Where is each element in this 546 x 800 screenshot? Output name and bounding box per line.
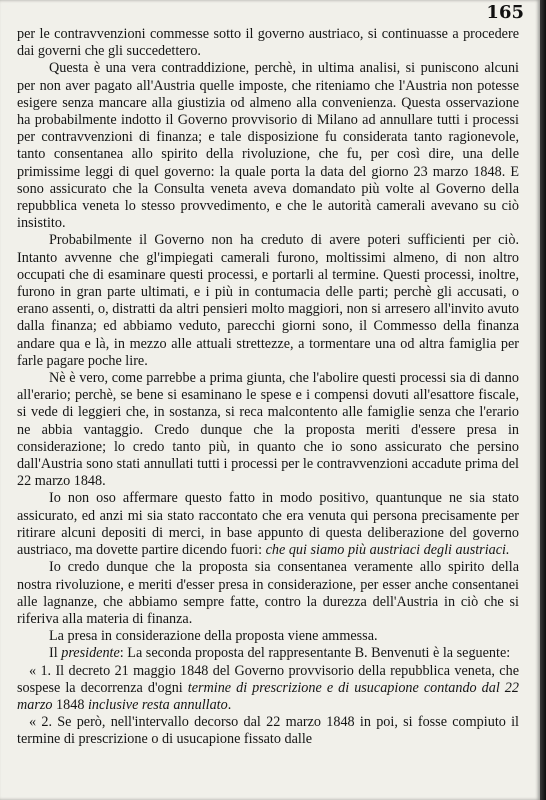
text-run: La presa in considerazione della proposta viene ammessa. — [49, 628, 378, 645]
text-run: Io non oso affermare questo fatto in modo positivo, quantunque ne sia stato assicurato, ed anzi mi sia stato raccontato che era venuta qui persona precisamente per ritirare alcuni depositi di merci, in base appunto di questa deliberazione del governo austriaco, ma dovette partire dicendo fuori: — [17, 490, 519, 559]
italic-text: presidente — [61, 645, 120, 662]
text-run: : La seconda proposta del rappresentante B. Benvenuti è la seguente: — [119, 645, 511, 662]
paragraph-p7 — [17, 628, 519, 645]
text-run: Io credo dunque che la proposta sia consentanea veramente allo spirito della nostra rivoluzione, e meriti d'esser presa in considerazione, per esser anche consentanei alle lagnanze, che abbiamo sempre fatte, contro la durezza dell'Austria in ciò che si riferiva alla materia di finanza. — [17, 559, 519, 627]
page-edge-shadow — [540, 0, 546, 800]
paragraph-p6 — [17, 559, 519, 628]
paragraph-p1 — [17, 26, 519, 60]
body-text — [17, 26, 519, 749]
italic-text: termine di prescrizione e di usucapione contando dal 22 marzo — [17, 679, 519, 713]
text-run: Il — [49, 645, 62, 662]
paragraph-p4 — [17, 370, 519, 490]
italic-text: inclusive resta annullato — [87, 696, 228, 713]
paragraph-p9 — [17, 663, 519, 715]
paragraph-p3 — [17, 232, 519, 370]
text-run: Nè è vero, come parrebbe a prima giunta, che l'abolire questi processi sia di danno all'erario; perchè, se bene si esaminano le spese e i compensi dovuti all'esattore fiscale, si vede di leggieri che, in sostanza, si reca malcontento alle famiglie senza che l'erario ne abbia vantaggio. Credo dunque che la proposta meriti d'essere presa in considerazione; lo credo tanto più, in quanto che io sono assicurato che persino dall'Austria sono stati annullati tutti i processi per le contravvenzioni accadute prima del 22 marzo 1848. — [17, 370, 519, 490]
paragraph-p2 — [17, 60, 519, 232]
text-run: Probabilmente il Governo non ha creduto di avere poteri sufficienti per ciò. Intanto avvenne che gl'impiegati camerali furono, moltissimi almeno, di non altro occupati che di esaminare questi processi, e portarli al termine. Questi processi, inoltre, furono in gran parte ultimati, e i più in contumacia delle parti; perchè gli accusati, o erano assenti, o, distratti da altri pensieri molto maggiori, non si arresero all'invito avuto dalla finanza; ed abbiamo veduto, parecchi giorni sono, il Commesso della finanza andare qua e là, in mezzo alle attuali strettezze, a tormentare una od altra famiglia per farle pagare poche lire. — [17, 232, 519, 369]
italic-text: che qui siamo più austriaci degli austriaci. — [265, 542, 510, 559]
text-run: 1848 — [52, 696, 88, 713]
paragraph-p10 — [17, 714, 519, 748]
paragraph-p8 — [17, 645, 519, 662]
text-run: Questa è una vera contraddizione, perchè, in ultima analisi, si puniscono alcuni per non aver pagato all'Austria quelle imposte, che riteniamo che l'Austria non potesse esigere senza mancare alla giustizia od almeno alla convenienza. Questa osservazione ha probabilmente indotto il Governo provvisorio di Milano ad annullare tutti i processi per contravvenzioni di finanza; e tale disposizione fu considerata tanto ragionevole, tanto consentanea allo spirito della rivoluzione, che fu, per così dire, una delle primissime leggi di quel governo: la quale porta la data del giorno 23 marzo 1848. E sono assicurato che la Consulta veneta aveva domandato più volte al Governo della repubblica veneta lo stesso provvedimento, e che le autorità camerali avevano su ciò insistito. — [17, 60, 519, 232]
text-run: « 2. Se però, nell'intervallo decorso dal 22 marzo 1848 in poi, si fosse compiuto il termine di prescrizione o di usucapione fissato dalle — [17, 714, 519, 748]
text-run: per le contravvenzioni commesse sotto il governo austriaco, si continuasse a procedere dai governi che gli succedettero. — [17, 26, 519, 60]
text-run: « 1. Il decreto 21 maggio 1848 del Governo provvisorio della repubblica veneta, che sospese la decorrenza d'ogni — [17, 662, 519, 696]
paragraph-p5 — [17, 490, 519, 559]
text-run: . — [227, 696, 232, 713]
page-number: 165 — [486, 2, 524, 23]
